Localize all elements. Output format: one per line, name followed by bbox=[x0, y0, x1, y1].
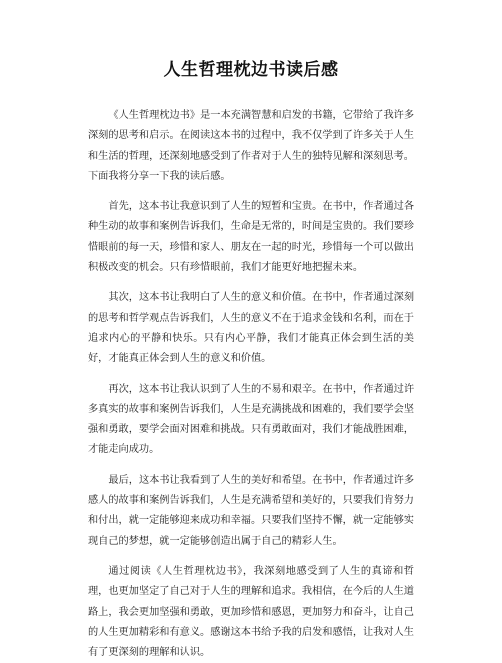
paragraph-conclusion: 通过阅读《人生哲理枕边书》，我深刻地感受到了人生的真谛和哲理，也更加坚定了自己对于人生的理解和追求。我相信，在今后的人生道路上，我会更加坚强和勇敢，更加珍惜和感恩，更加努力和奋斗，让自己的人生更加精彩和有意义。感谢这本书给予我的启发和感悟，让我对人生有了更深刻的理解和认识。 bbox=[88, 565, 414, 659]
paragraph-third-point: 再次，这本书让我认识到了人生的不易和艰辛。在书中，作者通过许多真实的故事和案例告诉我们，人生是充满挑战和困难的，我们要学会坚强和勇敢，要学会面对困难和挑战。只有勇敢面对，我们才能战胜困难，才能走向成功。 bbox=[88, 383, 415, 456]
paragraph-second-point: 其次，这本书让我明白了人生的意义和价值。在书中，作者通过深刻的思考和哲学观点告诉我们，人生的意义不在于追求金钱和名利，而在于追求内心的平静和快乐。只有内心平静，我们才能真正体会到生活的美好，才能真正体会到人生的意义和价值。 bbox=[88, 292, 415, 365]
paragraph-intro: 《人生哲理枕边书》是一本充满智慧和启发的书籍，它带给了我许多深刻的思考和启示。在阅读这本书的过程中，我不仅学到了许多关于人生和生活的哲理，还深刻地感受到了作者对于人生的独特见解和深刻思考。下面我将分享一下我的读后感。 bbox=[88, 110, 415, 182]
paragraph-last-point: 最后，这本书让我看到了人生的美好和希望。在书中，作者通过许多感人的故事和案例告诉我们，人生是充满希望和美好的，只要我们肯努力和付出，就一定能够迎来成功和幸福。只要我们坚持不懈，就一定能够实现自己的梦想，就一定能够创造出属于自己的精彩人生。 bbox=[88, 474, 415, 547]
document-title: 人生哲理枕边书读后感 bbox=[163, 60, 339, 80]
paragraph-first-point: 首先，这本书让我意识到了人生的短暂和宝贵。在书中，作者通过各种生动的故事和案例告诉我们，生命是无常的，时间是宝贵的。我们要珍惜眼前的每一天，珍惜和家人、朋友在一起的时光，珍惜每一个可以做出积极改变的机会。只有珍惜眼前，我们才能更好地把握未来。 bbox=[88, 201, 415, 274]
